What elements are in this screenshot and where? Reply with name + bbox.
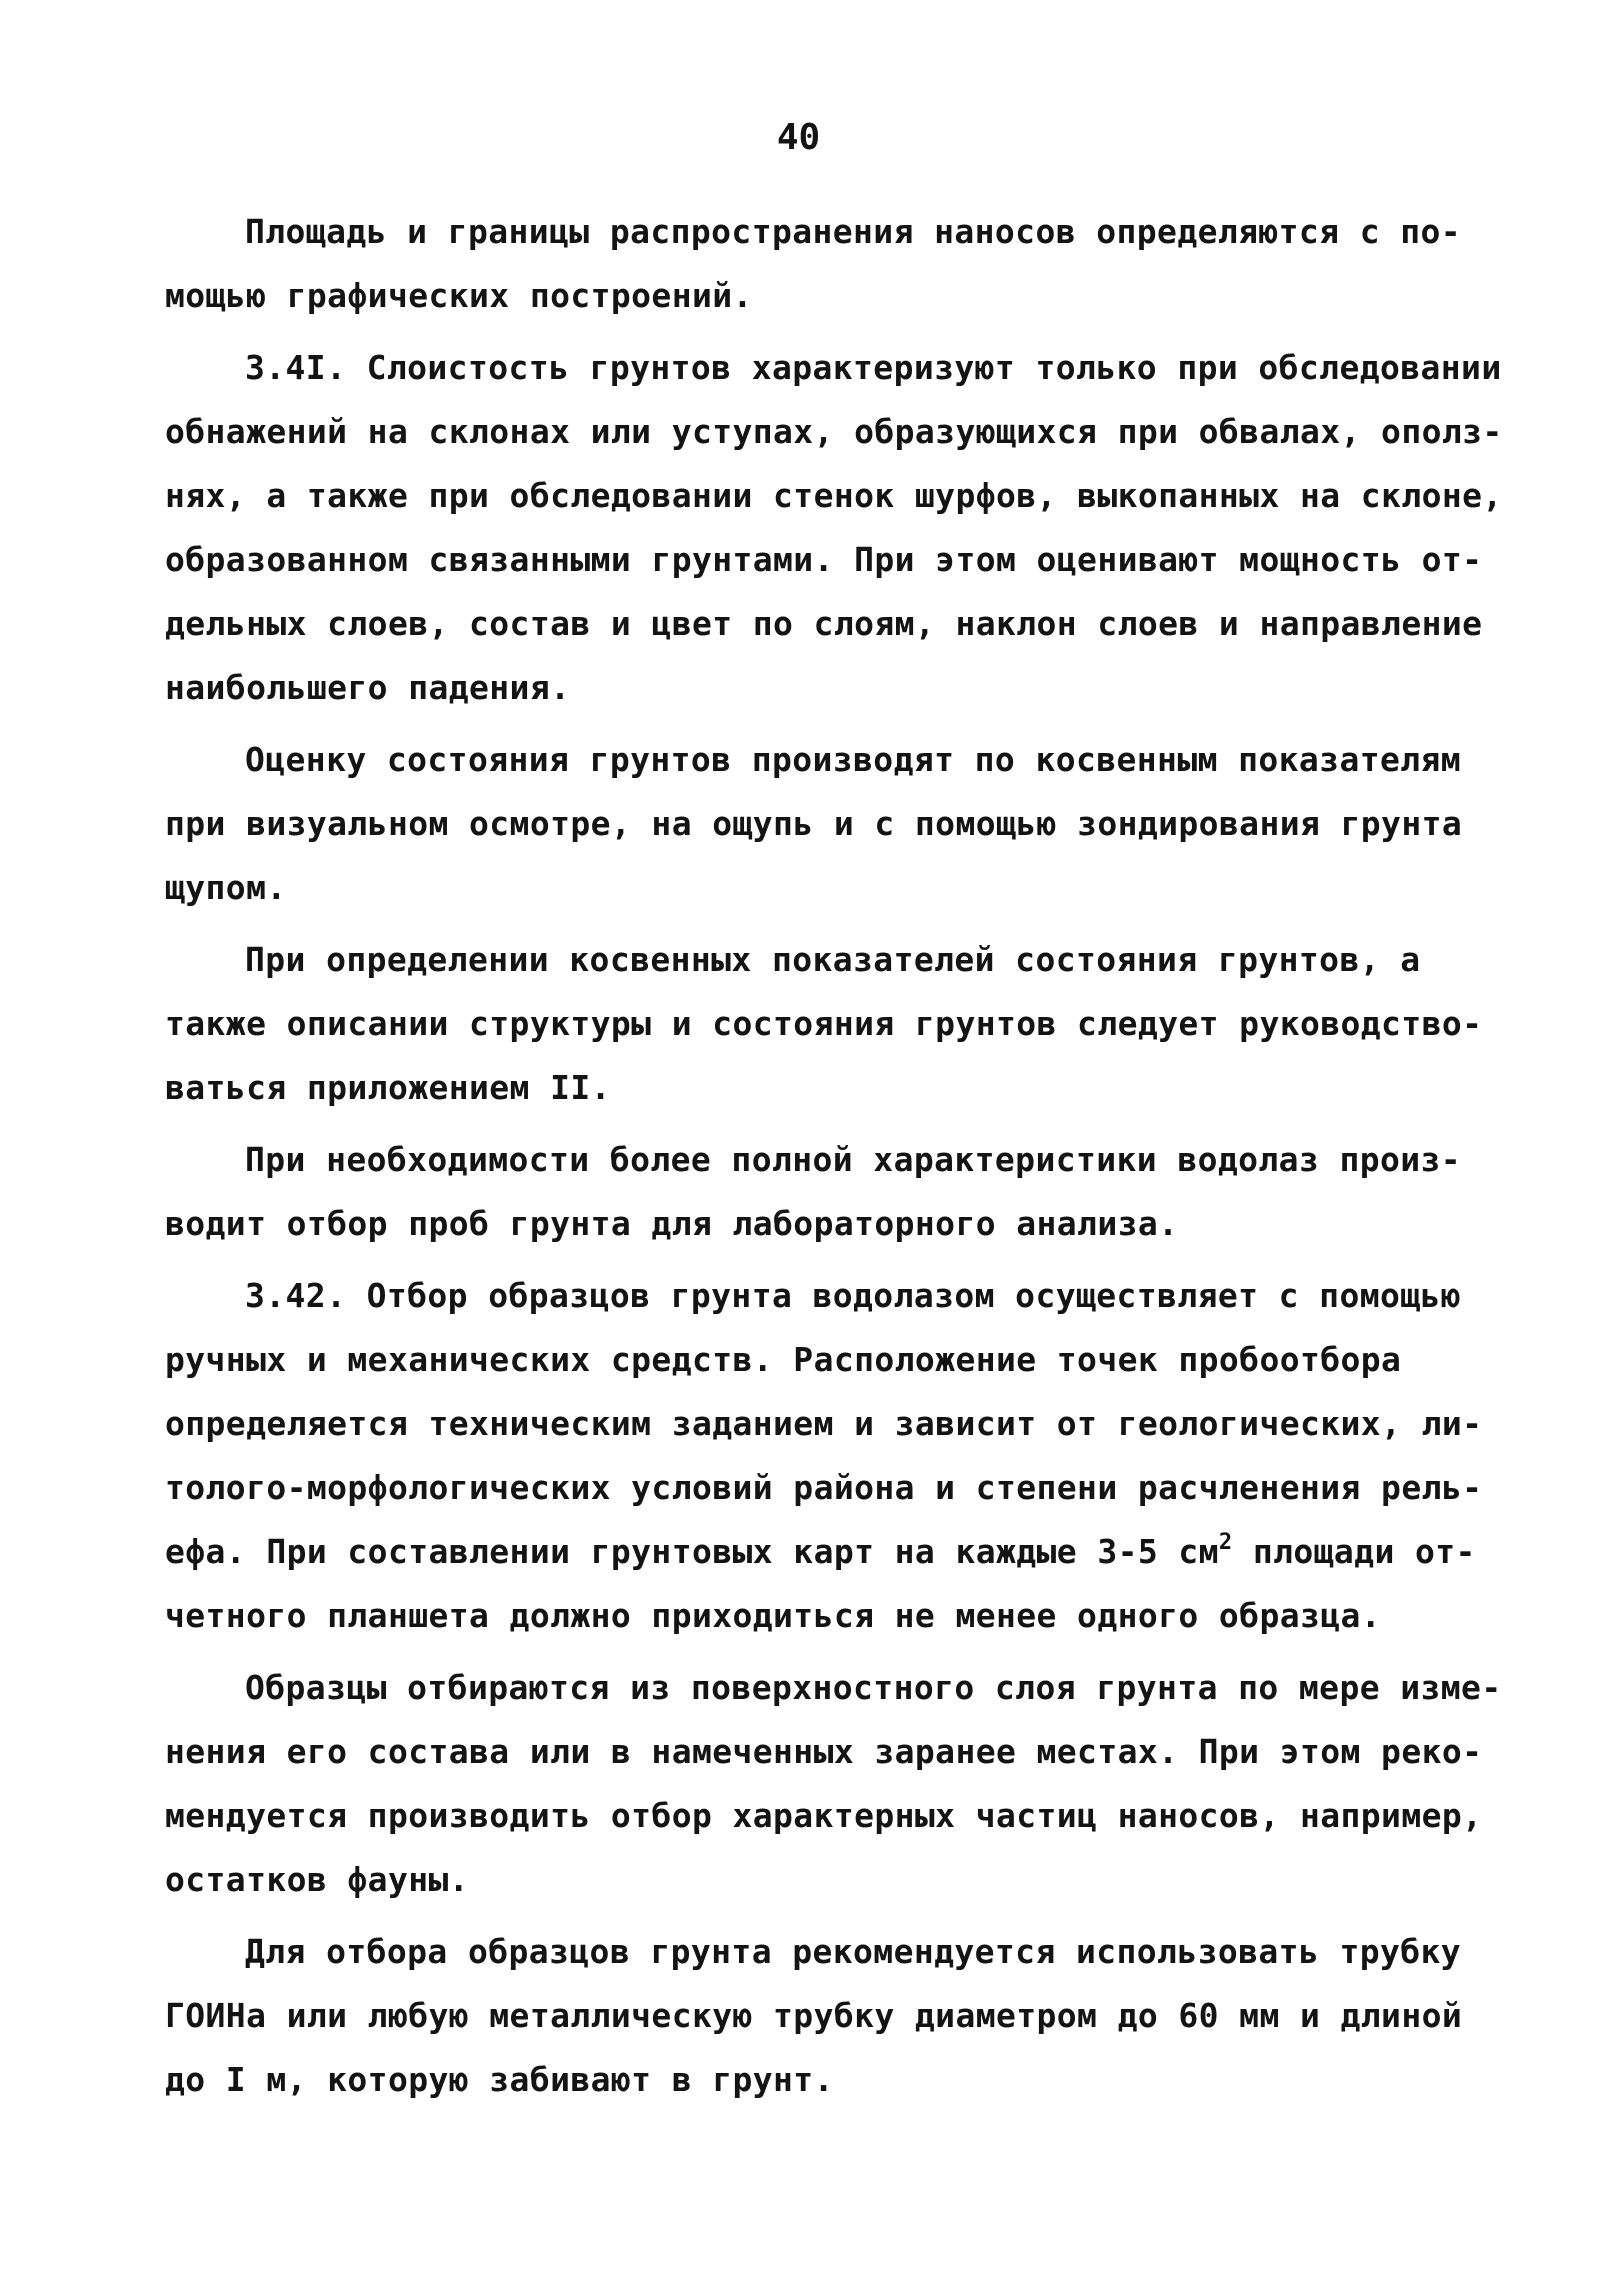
text-line: нях, а также при обследовании стенок шурфов, выкопанных на склоне, xyxy=(165,476,1503,515)
paragraph-1 xyxy=(165,200,1462,328)
text-segment: ефа. При составлении грунтовых карт на каждые 3-5 см xyxy=(165,1532,1219,1571)
paragraph-5 xyxy=(165,1128,1462,1256)
text-line: при визуальном осмотре, на ощупь и с помощью зондирования грунта xyxy=(165,804,1463,843)
text-line: четного планшета должно приходиться не менее одного образца. xyxy=(165,1596,1382,1635)
paragraph-3 xyxy=(165,728,1463,920)
paragraph-4 xyxy=(165,928,1483,1120)
text-line: При определении косвенных показателей состояния грунтов, а xyxy=(245,940,1421,979)
text-line: до I м, которую забивают в грунт. xyxy=(165,2060,834,2099)
paragraph-3-41 xyxy=(165,336,1503,720)
text-line: ручных и механических средств. Расположение точек пробоотбора xyxy=(165,1340,1402,1379)
text-line: Площадь и границы распространения наносов определяются с по- xyxy=(245,212,1462,251)
text-line: мендуется производить отбор характерных частиц наносов, например, xyxy=(165,1796,1483,1835)
text-line-with-superscript xyxy=(165,1520,1476,1584)
text-line: наибольшего падения. xyxy=(165,668,571,707)
body-text xyxy=(165,200,1503,2112)
paragraph-8 xyxy=(165,1920,1463,2112)
text-line: Образцы отбираются из поверхностного слоя грунта по мере изме- xyxy=(245,1668,1502,1707)
text-line: дельных слоев, состав и цвет по слоям, наклон слоев и направление xyxy=(165,604,1483,643)
text-line: водит отбор проб грунта для лабораторного анализа. xyxy=(165,1204,1179,1243)
text-line: Для отбора образцов грунта рекомендуется использовать трубку xyxy=(245,1932,1462,1971)
text-line: также описании структуры и состояния грунтов следует руководство- xyxy=(165,1004,1483,1043)
text-line: Оценку состояния грунтов производят по косвенным показателям xyxy=(245,740,1462,779)
text-line: 3.42. Отбор образцов грунта водолазом осуществляет с помощью xyxy=(245,1276,1462,1315)
text-line: определяется техническим заданием и зависит от геологических, ли- xyxy=(165,1404,1483,1443)
text-line: толого-морфологических условий района и степени расчленения рель- xyxy=(165,1468,1483,1507)
text-line: При необходимости более полной характеристики водолаз произ- xyxy=(245,1140,1462,1179)
text-line: обнажений на склонах или уступах, образующихся при обвалах, ополз- xyxy=(165,412,1503,451)
paragraph-7 xyxy=(165,1656,1502,1912)
page-number: 40 xyxy=(776,117,821,158)
text-line: ГОИНа или любую металлическую трубку диаметром до 60 мм и длиной xyxy=(165,1996,1463,2035)
text-line: нения его состава или в намеченных заранее местах. При этом реко- xyxy=(165,1732,1483,1771)
text-line: 3.4I. Слоистость грунтов характеризуют только при обследовании xyxy=(245,348,1502,387)
text-segment: площади от- xyxy=(1232,1532,1476,1571)
superscript: 2 xyxy=(1218,1530,1233,1555)
text-line: мощью графических построений. xyxy=(165,276,753,315)
text-line: щупом. xyxy=(165,868,287,907)
paragraph-3-42 xyxy=(165,1264,1483,1648)
text-line: ваться приложением II. xyxy=(165,1068,611,1107)
text-line: образованном связанными грунтами. При этом оценивают мощность от- xyxy=(165,540,1483,579)
text-line: остатков фауны. xyxy=(165,1860,470,1899)
